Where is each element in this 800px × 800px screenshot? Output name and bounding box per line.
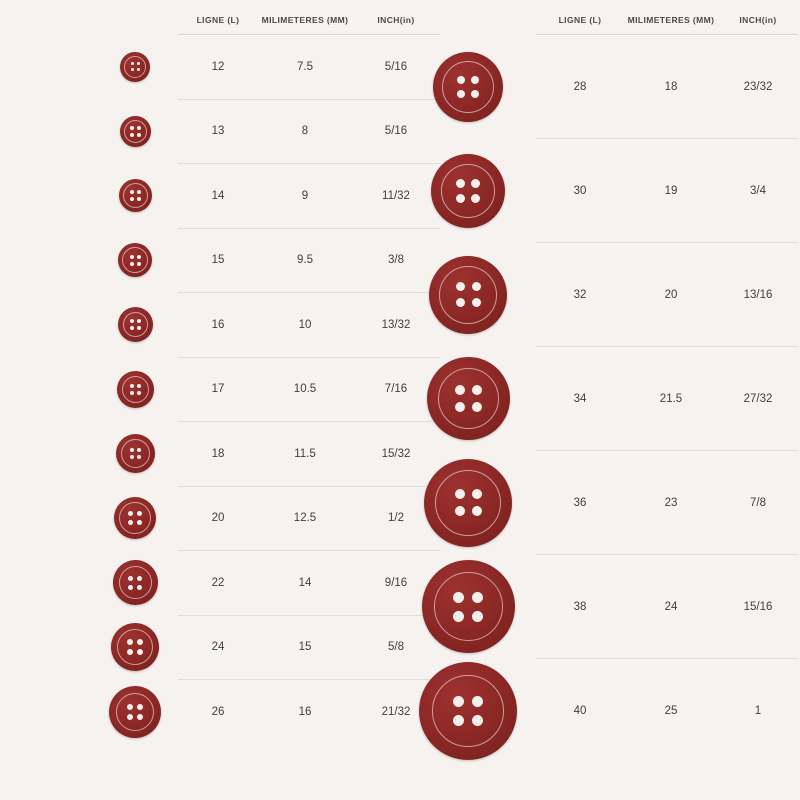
- inch-value: 7/16: [352, 357, 440, 422]
- ligne-value: 20: [178, 486, 258, 551]
- button-cell: [92, 35, 178, 100]
- button-icon: [400, 256, 536, 334]
- table-row: [92, 99, 440, 164]
- button-icon: [92, 179, 178, 212]
- button-hole: [128, 585, 133, 590]
- button-cell: [92, 486, 178, 551]
- mm-column-header: MILIMETERES (MM): [624, 14, 718, 35]
- table-row: [400, 139, 798, 243]
- button-graphic: [109, 686, 161, 738]
- button-cell: [400, 139, 536, 243]
- table-row: [92, 293, 440, 358]
- button-hole: [137, 455, 141, 459]
- button-cell: [92, 228, 178, 293]
- table-row: [400, 451, 798, 555]
- button-hole: [127, 714, 133, 720]
- inch-value: 13/16: [718, 243, 798, 347]
- button-hole: [130, 262, 134, 266]
- button-hole: [130, 255, 134, 259]
- button-graphic: [433, 52, 503, 122]
- button-hole: [455, 402, 465, 412]
- button-graphic: [111, 623, 159, 671]
- button-hole: [472, 298, 481, 307]
- mm-value: 9.5: [258, 228, 352, 293]
- button-cell: [400, 347, 536, 451]
- button-icon: [400, 459, 536, 547]
- button-hole: [471, 179, 480, 188]
- button-hole: [137, 384, 141, 388]
- button-hole: [127, 639, 133, 645]
- inch-value: 3/4: [718, 139, 798, 243]
- mm-value: 11.5: [258, 422, 352, 487]
- table-row: [400, 35, 798, 139]
- ligne-value: 38: [536, 555, 624, 659]
- inch-value: 15/32: [352, 422, 440, 487]
- button-holes: [130, 319, 141, 330]
- button-hole: [472, 611, 483, 622]
- mm-value: 24: [624, 555, 718, 659]
- button-hole: [130, 326, 134, 330]
- button-hole: [457, 76, 465, 84]
- button-column-header: [92, 14, 178, 35]
- button-hole: [137, 68, 140, 71]
- button-hole: [130, 455, 134, 459]
- inch-column-header: INCH(in): [718, 14, 798, 35]
- button-holes: [130, 448, 141, 459]
- table-row: [92, 422, 440, 487]
- ligne-value: 18: [178, 422, 258, 487]
- button-icon: [92, 371, 178, 408]
- inch-value: 23/32: [718, 35, 798, 139]
- button-hole: [137, 585, 142, 590]
- mm-value: 19: [624, 139, 718, 243]
- button-graphic: [117, 371, 154, 408]
- button-hole: [453, 715, 464, 726]
- inch-value: 9/16: [352, 551, 440, 616]
- button-hole: [472, 385, 482, 395]
- table-row: [92, 357, 440, 422]
- mm-value: 9: [258, 164, 352, 229]
- button-cell: [92, 551, 178, 616]
- inch-value: 3/8: [352, 228, 440, 293]
- ligne-column-header: LIGNE (L): [536, 14, 624, 35]
- button-hole: [472, 402, 482, 412]
- button-holes: [128, 576, 142, 590]
- button-hole: [472, 715, 483, 726]
- button-hole: [453, 611, 464, 622]
- ligne-value: 24: [178, 615, 258, 680]
- button-icon: [400, 357, 536, 440]
- button-cell: [92, 422, 178, 487]
- button-hole: [137, 133, 141, 137]
- mm-value: 20: [624, 243, 718, 347]
- button-hole: [456, 298, 465, 307]
- ligne-value: 15: [178, 228, 258, 293]
- button-cell: [400, 555, 536, 659]
- button-hole: [130, 384, 134, 388]
- button-icon: [400, 560, 536, 653]
- button-graphic: [422, 560, 515, 653]
- button-hole: [137, 714, 143, 720]
- table-row: [400, 243, 798, 347]
- button-cell: [92, 615, 178, 680]
- table-row: [92, 35, 440, 100]
- mm-value: 8: [258, 99, 352, 164]
- button-holes: [127, 704, 143, 720]
- ligne-value: 32: [536, 243, 624, 347]
- mm-value: 10.5: [258, 357, 352, 422]
- inch-column-header: INCH(in): [352, 14, 440, 35]
- ligne-value: 30: [536, 139, 624, 243]
- table-row: [92, 551, 440, 616]
- button-cell: [92, 99, 178, 164]
- button-hole: [137, 391, 141, 395]
- mm-column-header: MILIMETERES (MM): [258, 14, 352, 35]
- table-row: [92, 164, 440, 229]
- button-holes: [455, 489, 482, 516]
- button-hole: [131, 68, 134, 71]
- ligne-column-header: LIGNE (L): [178, 14, 258, 35]
- button-icon: [92, 686, 178, 738]
- table-header-row: [92, 14, 440, 35]
- button-holes: [131, 62, 140, 71]
- button-icon: [400, 52, 536, 122]
- button-hole: [455, 506, 465, 516]
- button-hole: [137, 197, 141, 201]
- button-hole: [128, 576, 133, 581]
- button-hole: [453, 592, 464, 603]
- mm-value: 18: [624, 35, 718, 139]
- button-holes: [456, 282, 481, 307]
- button-hole: [130, 133, 134, 137]
- ligne-value: 13: [178, 99, 258, 164]
- button-hole: [130, 197, 134, 201]
- button-hole: [137, 704, 143, 710]
- button-graphic: [116, 434, 155, 473]
- button-holes: [130, 190, 141, 201]
- button-hole: [456, 282, 465, 291]
- button-hole: [137, 576, 142, 581]
- button-graphic: [427, 357, 510, 440]
- button-hole: [130, 391, 134, 395]
- inch-value: 5/16: [352, 99, 440, 164]
- button-holes: [130, 384, 141, 395]
- button-icon: [92, 434, 178, 473]
- button-hole: [130, 448, 134, 452]
- inch-value: 13/32: [352, 293, 440, 358]
- button-hole: [127, 704, 133, 710]
- table-row: [400, 555, 798, 659]
- button-hole: [137, 511, 142, 516]
- button-graphic: [119, 179, 152, 212]
- button-cell: [400, 35, 536, 139]
- button-holes: [127, 639, 143, 655]
- button-hole: [472, 696, 483, 707]
- right-chart-column: [400, 14, 798, 800]
- right-size-table: [400, 14, 798, 763]
- button-column-header: [400, 14, 536, 35]
- left-chart-column: [8, 14, 415, 800]
- button-hole: [472, 592, 483, 603]
- button-hole: [456, 179, 465, 188]
- left-table-body: [92, 35, 440, 745]
- button-graphic: [120, 52, 150, 82]
- button-graphic: [113, 560, 158, 605]
- button-graphic: [429, 256, 507, 334]
- mm-value: 12.5: [258, 486, 352, 551]
- button-hole: [137, 520, 142, 525]
- button-hole: [472, 489, 482, 499]
- button-icon: [92, 116, 178, 147]
- mm-value: 15: [258, 615, 352, 680]
- inch-value: 1/2: [352, 486, 440, 551]
- button-hole: [137, 649, 143, 655]
- button-cell: [400, 659, 536, 763]
- button-hole: [137, 190, 141, 194]
- button-hole: [137, 639, 143, 645]
- button-hole: [130, 319, 134, 323]
- button-hole: [127, 649, 133, 655]
- table-row: [92, 615, 440, 680]
- button-icon: [92, 560, 178, 605]
- inch-value: 21/32: [381, 706, 411, 718]
- table-row: [400, 659, 798, 763]
- button-icon: [400, 662, 536, 760]
- button-icon: [400, 154, 536, 228]
- inch-value: 5/16: [352, 35, 440, 100]
- table-row: [92, 486, 440, 551]
- button-hole: [137, 326, 141, 330]
- mm-value: 7.5: [258, 35, 352, 100]
- button-graphic: [431, 154, 505, 228]
- table-row: [92, 680, 440, 745]
- button-hole: [455, 385, 465, 395]
- button-hole: [137, 319, 141, 323]
- button-holes: [453, 696, 483, 726]
- mm-value: 10: [258, 293, 352, 358]
- button-hole: [472, 282, 481, 291]
- button-hole: [137, 62, 140, 65]
- button-hole: [457, 90, 465, 98]
- left-size-table: [92, 14, 440, 744]
- button-icon: [92, 243, 178, 277]
- button-hole: [472, 506, 482, 516]
- button-cell: [92, 293, 178, 358]
- button-cell: [92, 680, 178, 745]
- button-graphic: [120, 116, 151, 147]
- button-hole: [131, 62, 134, 65]
- button-holes: [128, 511, 142, 525]
- button-hole: [471, 76, 479, 84]
- button-cell: [92, 357, 178, 422]
- button-hole: [453, 696, 464, 707]
- inch-value: 15/16: [718, 555, 798, 659]
- button-hole: [130, 190, 134, 194]
- ligne-value: 22: [178, 551, 258, 616]
- button-holes: [456, 179, 480, 203]
- ligne-value: 16: [178, 293, 258, 358]
- ligne-value: 28: [536, 35, 624, 139]
- button-holes: [455, 385, 482, 412]
- ligne-value: 36: [536, 451, 624, 555]
- button-hole: [137, 448, 141, 452]
- button-hole: [471, 90, 479, 98]
- inch-value: 27/32: [718, 347, 798, 451]
- button-hole: [137, 126, 141, 130]
- ligne-value: 34: [536, 347, 624, 451]
- table-row: [400, 347, 798, 451]
- button-graphic: [419, 662, 517, 760]
- button-hole: [137, 255, 141, 259]
- ligne-value: 12: [178, 35, 258, 100]
- inch-value: 7/8: [718, 451, 798, 555]
- button-holes: [130, 126, 141, 137]
- inch-value: 11/32: [352, 164, 440, 229]
- inch-value: 1: [754, 704, 762, 717]
- button-icon: [92, 307, 178, 342]
- ligne-value: 40: [573, 704, 587, 717]
- button-holes: [457, 76, 479, 98]
- button-hole: [471, 194, 480, 203]
- mm-value: 14: [258, 551, 352, 616]
- button-hole: [130, 126, 134, 130]
- mm-value: 23: [624, 451, 718, 555]
- button-holes: [453, 592, 483, 622]
- table-row: [92, 228, 440, 293]
- mm-value: 25: [664, 704, 678, 717]
- button-hole: [128, 520, 133, 525]
- right-table-body: [400, 35, 798, 763]
- button-hole: [456, 194, 465, 203]
- mm-value: 21.5: [624, 347, 718, 451]
- button-icon: [92, 623, 178, 671]
- ligne-value: 17: [178, 357, 258, 422]
- inch-value: 5/8: [352, 615, 440, 680]
- button-hole: [128, 511, 133, 516]
- button-graphic: [118, 307, 153, 342]
- button-graphic: [114, 497, 156, 539]
- ligne-value: 14: [178, 164, 258, 229]
- button-cell: [92, 164, 178, 229]
- button-hole: [137, 262, 141, 266]
- button-icon: [92, 497, 178, 539]
- button-hole: [455, 489, 465, 499]
- ligne-value: 26: [211, 706, 225, 718]
- table-header-row: [400, 14, 798, 35]
- button-icon: [92, 52, 178, 82]
- button-graphic: [118, 243, 152, 277]
- button-holes: [130, 255, 141, 266]
- button-cell: [400, 243, 536, 347]
- mm-value: 16: [298, 706, 312, 718]
- button-cell: [400, 451, 536, 555]
- button-graphic: [424, 459, 512, 547]
